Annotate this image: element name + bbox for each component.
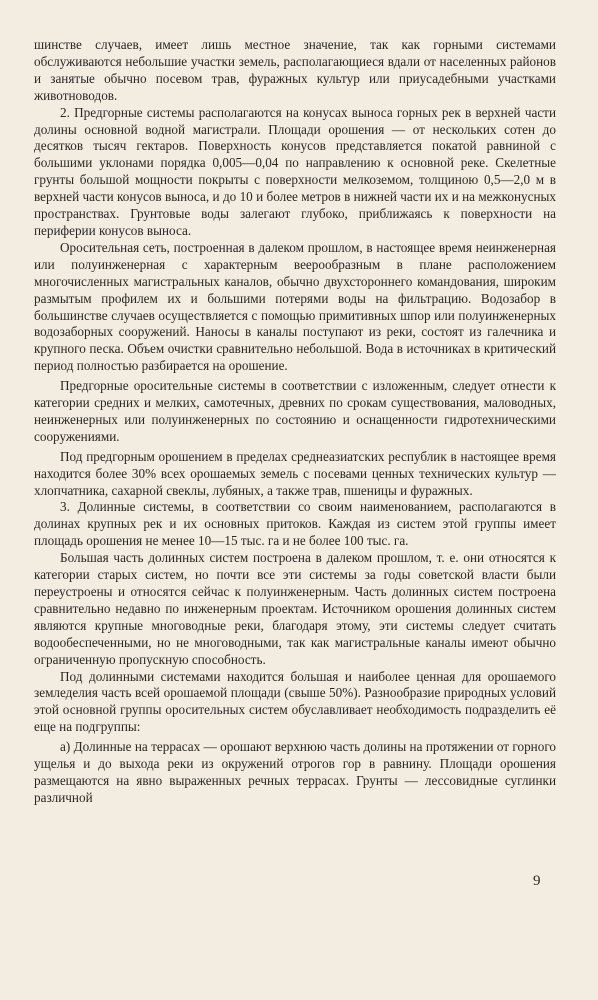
paragraph-irrigation-network: Оросительная сеть, построенная в далеком прошлом, в настоящее время неинженерная или полуинженерная с характерным веерообразным в плане расположением многочисленных магистральных каналов, обычно двухстороннего командования, широким размытым профилем их и большими потерями воды на фильтрацию. Водозабор в большинстве случаев осуществляется с помощью примитивных шпор или полуинженерных водозаборных сооружений. Наносы в каналы поступают из реки, состоят из галечника и крупного песка. Объем очистки сравнительно небольшой. Вода в источниках в критический период полностью разбирается на орошение. — [34, 239, 556, 374]
paragraph-intro-continuation: шинстве случаев, имеет лишь местное значение, так как горными системами обслуживаются небольшие участки земель, располагающиеся вдали от населенных районов и занятые обычно посевом трав, фуражных культур или приусадебными участками животноводов. — [34, 37, 556, 103]
paragraph-foothill-classification: Предгорные оросительные системы в соответствии с изложенным, следует отнести к категории средних и мелких, самотечных, древних по срокам существования, маловодных, неинженерных или полуинженерных по состоянию и оснащенности гидротехническими сооружениями. — [34, 378, 556, 444]
paragraph-valley-systems: 3. Долинные системы, в соответствии со своим наименованием, располагаются в долинах крупных рек и их основных притоков. Каждая из систем этой группы имеет площадь орошения не менее 10—15 тыс. га и не более 100 тыс. га. — [34, 499, 556, 549]
paragraph-terrace-systems: а) Долинные на террасах — орошают верхнюю часть долины на протяжении от горного ущелья и до выхода реки из окружений отрогов гор в равнину. Площади орошения размещаются на явно выраженных речных террасах. Грунты — лессовидные суглинки различной — [34, 739, 556, 805]
paragraph-valley-subgroups: Под долинными системами находится большая и наиболее ценная для орошаемого земледелия часть всей орошаемой площади (свыше 50%). Разнообразие природных условий этой основной группы оросительных систем обуславливает необходимость подразделить её еще на подгруппы: — [34, 668, 556, 735]
page-number: 9 — [533, 873, 541, 889]
paragraph-valley-history: Большая часть долинных систем построена в далеком прошлом, т. е. они относятся к категории старых систем, но почти все эти системы за годы советской власти были переустроены и относятся сейчас к полуинженерным. Часть долинных систем построена сравнительно недавно по инженерным проектам. Источником орошения долинных систем являются крупные многоводные реки, благодаря этому, эти системы следует считать водообеспеченными, но не многоводными, так как магистральные каналы имеют обычно ограниченную пропускную способность. — [34, 550, 556, 667]
paragraph-foothill-irrigation-share: Под предгорным орошением в пределах среднеазиатских республик в настоящее время находится более 30% всех орошаемых земель с посевами ценных технических культур — хлопчатника, сахарной свеклы, лубяных, а также трав, пшеницы и фуражных. — [34, 448, 556, 498]
paragraph-foothill-systems: 2. Предгорные системы располагаются на конусах выноса горных рек в верхней части долины основной водной магистрали. Площади орошения — от нескольких сотен до десятков тысяч гектаров. Поверхность конусов представляется покатой равниной с большими уклонами порядка 0,005—0,04 по направлению к основной реке. Скелетные грунты большой мощности покрыты с поверхности мелкоземом, толщиною 0,5—2,0 м в верхней части конусов выноса, и до 10 и более метров в нижней части их и на межконусных пространствах. Грунтовые воды залегают глубоко, приближаясь к поверхности на периферии конусов выноса. — [34, 104, 556, 238]
